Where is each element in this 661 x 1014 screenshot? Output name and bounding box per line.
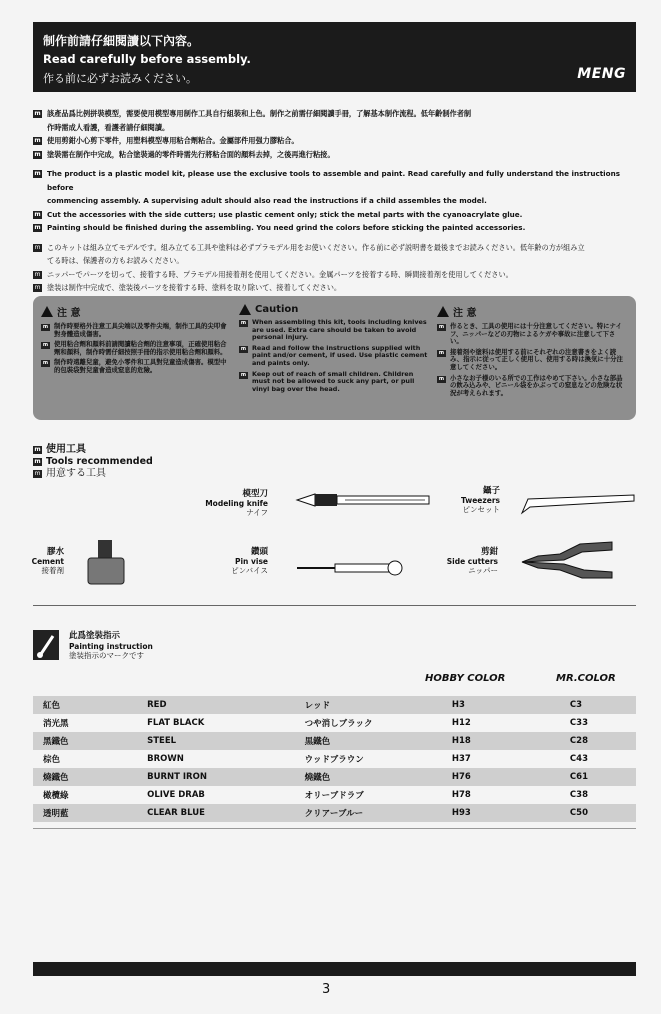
color-row [33,786,636,804]
color-jp-cell: 黒鐵色 [305,732,452,750]
color-hobby-cell: H78 [452,786,570,804]
caution-item: m 使用粘合劑和顏料前請閱讀粘合劑的注意事項，正確使用粘合劑和顏料，制作時需仔細按照手冊的指示使用粘合劑和顏料。 [42,340,227,356]
color-hobby-cell: H3 [452,696,570,714]
color-hobby-cell: H18 [452,732,570,750]
cutters-label: 剪鉗 Side cutters ニッパー [446,547,498,575]
meng-logo: MENG [577,66,626,82]
header-title-en: Read carefully before assembly. [43,52,251,66]
meng-bullet-icon: m [34,137,41,144]
note-line: m 該產品爲比例拼裝模型，需要使用模型專用制作工具自行組裝和上色。制作之前需仔細閱讀手冊，了解基本制作流程。低年齡制作者制 [34,109,472,118]
meng-bullet-icon: m [34,284,41,291]
page-number: 3 [322,982,331,997]
side-cutters-icon [520,540,616,584]
color-row [33,732,636,750]
caution-item: m Keep out of reach of small children. Children must not be allowed to suck any part, or pull vinyl bag over the head. [240,369,415,393]
color-jp-cell: オリーブドラブ [305,786,452,804]
pin-vise-icon [295,558,407,578]
color-en-cell: STEEL [147,732,305,750]
page-header [33,22,636,92]
color-en-cell: BURNT IRON [147,768,305,786]
tweezers-icon [520,493,638,519]
warning-icon [239,304,251,315]
note-line: 作時需成人看護，看護者請仔細閱讀。 [47,122,170,132]
meng-bullet-icon: m [34,270,41,278]
knife-label: 模型刀 Modeling knife ナイフ [205,489,268,517]
modeling-knife-icon [295,490,435,510]
cement-label: 膠水 Cement 接着剤 [31,547,64,575]
color-cn-cell: 透明藍 [33,804,147,822]
section-divider [33,828,636,829]
color-mr-cell: C33 [570,714,636,732]
color-jp-cell: つや消しブラック [305,714,452,732]
note-line: m 塗裝需在制作中完成，粘合塗裝過的零件時需先行將粘合面的顏料去掉，之後再進行粘接。 [34,149,335,159]
instruction-notes [33,107,633,295]
painting-en: Painting instruction [69,641,153,651]
caution-cn [41,304,231,378]
color-en-cell: CLEAR BLUE [147,804,305,822]
color-row [33,696,636,714]
note-line: m The product is a plastic model kit, please use the exclusive tools to assemble and paint. Read carefully and fully understand the instructions before [34,169,620,192]
tools-heading: m 使用工具 m Tools recommended m 用意する工具 [34,444,153,479]
color-cn-cell: 燒鐵色 [33,768,147,786]
color-hobby-cell: H93 [452,804,570,822]
meng-bullet-icon: m [34,243,41,251]
caution-en [239,304,429,396]
meng-bullet-icon: m [34,224,41,231]
color-cn-cell: 黑鐵色 [33,732,147,750]
meng-bullet-icon: m [34,150,41,158]
header-title-cn: 制作前請仔細閱讀以下內容。 [43,34,200,48]
color-hobby-cell: H76 [452,768,570,786]
color-jp-cell: 燒鐵色 [305,768,452,786]
color-cn-cell: 橄欖綠 [33,786,147,804]
tools-head-jp: 用意する工具 [46,468,106,479]
section-divider [33,605,636,606]
caution-item: m 制作時遠離兒童，避免小零件和工具對兒童造成傷害。模型中的包裝袋對兒童會造成窒息的危險。 [42,358,227,374]
color-en-cell: FLAT BLACK [147,714,305,732]
note-line: commencing assembly. A supervising adult should also read the instructions if a child assembles the model. [47,196,487,205]
note-line: てる時は、保護者の方もお読みください。 [47,256,184,265]
meng-bullet-icon: m [34,110,41,117]
color-mr-cell: C50 [570,804,636,822]
tweezers-label: 鑷子 Tweezers ピンセット [460,486,500,514]
caution-item: m 接着剤や塗料は使用する前にそれぞれの注意書きをよく読み、指示に従って正しく使用し、使用する時は換気に十分注意してください。 [438,347,623,371]
note-line: m Cut the accessories with the side cutters; use plastic cement only; stick the metal parts with the cyanoacrylate glue. [34,209,523,219]
color-cn-cell: 紅色 [33,696,147,714]
color-hobby-cell: H12 [452,714,570,732]
color-mr-cell: C38 [570,786,636,804]
color-row [33,804,636,822]
caution-en-title: Caution [255,304,299,315]
note-line: m ニッパーでパーツを切って、接着する時、プラモデル用接着剤を使用してください。金属パーツを接着する時、瞬間接着剤を使用してください。 [34,269,513,279]
paintbrush-icon [33,630,59,660]
page-footer-bar [33,962,636,976]
color-mr-cell: C43 [570,750,636,768]
color-en-cell: OLIVE DRAB [147,786,305,804]
meng-bullet-icon: m [34,170,41,177]
caution-item: m When assembling this kit, tools including knives are used. Extra care should be taken to avoid personal injury. [240,318,427,342]
color-row [33,768,636,786]
color-row [33,750,636,768]
header-title-jp: 作る前に必ずお読みください。 [43,72,197,85]
color-mr-cell: C61 [570,768,636,786]
caution-box [33,296,636,420]
painting-cn: 此爲塗裝指示 [69,631,121,641]
color-jp-cell: レッド [305,696,452,714]
hobby-color-header: HOBBY COLOR [425,673,506,684]
color-mr-cell: C3 [570,696,636,714]
color-row [33,714,636,732]
warning-icon [437,306,449,317]
color-cn-cell: 棕色 [33,750,147,768]
pinvise-label: 鑽頭 Pin vise ピンバイス [231,547,268,575]
caution-item: m 作るとき、工具の使用には十分注意してください。特にナイフ、ニッパーなどの刃物によるケガや事故に注意して下さい。 [438,322,622,346]
caution-item: m 制作時要格外注意工具尖端以及零件尖端，制作工具的尖叩會對身體造成傷害。 [42,322,227,338]
painting-jp: 塗装指示のマークです [69,651,144,660]
caution-item: m Read and follow the instructions supplied with paint and/or cement, if used. Use plastic cement and paints only. [240,343,428,367]
note-line: m Painting should be finished during the assembling. You need grind the colors before sticking the painted accessories. [34,223,526,232]
color-en-cell: RED [147,696,305,714]
color-jp-cell: ウッドブラウン [305,750,452,768]
note-line: m 塗装は制作中完成で、塗装後パーツを接着する時、塗料を取り除いて、接着してください。 [34,283,342,292]
mr-color-header: MR.COLOR [556,673,616,684]
caution-jp [437,304,627,400]
color-jp-cell: クリアーブルー [305,804,452,822]
caution-item: m 小さなお子様のいる所での工作はやめて下さい。小さな部品の飲み込みや、ビニール袋をかぶっての窒息などの危険な状況が考えられます。 [438,373,623,397]
color-table [33,696,636,822]
color-hobby-cell: H37 [452,750,570,768]
tools-head-cn: 使用工具 [46,444,86,455]
note-line: m このキットは組み立てモデルです。組み立てる工具や塗料は必ずプラモデル用をお使いください。作る前に必ず説明書を最後までお読みください。低年齢の方が組み立 [34,242,585,252]
cement-bottle-icon [84,538,130,586]
note-line: m 使用剪鉗小心剪下零件，用塑料模型專用粘合劑粘合。金屬部件用强力膠粘合。 [34,136,299,145]
caution-cn-title: 注 意 [57,308,81,319]
color-cn-cell: 消光黑 [33,714,147,732]
color-mr-cell: C28 [570,732,636,750]
meng-bullet-icon: m [34,210,41,218]
color-en-cell: BROWN [147,750,305,768]
tools-head-en: Tools recommended [46,456,153,467]
caution-jp-title: 注 意 [453,308,477,319]
warning-icon [41,306,53,317]
